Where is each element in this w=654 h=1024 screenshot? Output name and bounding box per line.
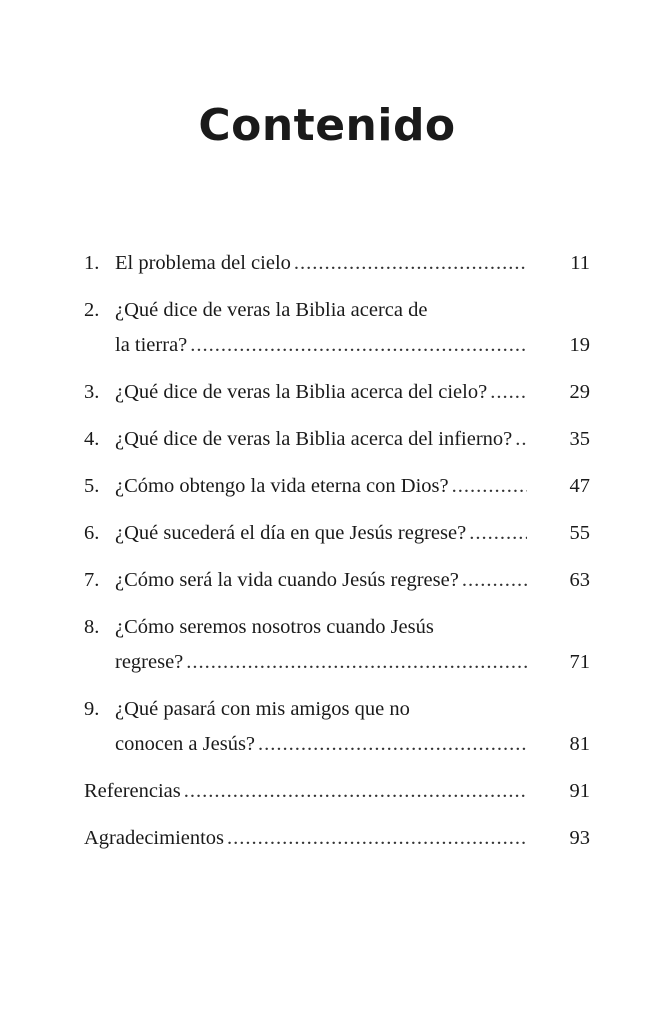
entry-title: Referencias bbox=[84, 780, 181, 802]
dot-leader bbox=[258, 727, 527, 762]
entry-title-line-1: ¿Qué pasará con mis amigos que no bbox=[115, 698, 410, 720]
dot-leader bbox=[190, 328, 527, 363]
entry-title-line-2: la tierra? bbox=[115, 334, 188, 356]
dot-leader bbox=[469, 516, 527, 551]
entry-title-line-1: ¿Cómo seremos nosotros cuando Jesús bbox=[115, 616, 434, 638]
entry-page-number: 93 bbox=[569, 827, 590, 849]
dot-leader bbox=[462, 563, 527, 598]
entry-page-number: 71 bbox=[569, 651, 590, 673]
entry-page-number: 55 bbox=[569, 522, 590, 544]
entry-number: 9. bbox=[84, 698, 100, 720]
toc-entry-7 bbox=[0, 563, 654, 598]
entry-page-number: 63 bbox=[569, 569, 590, 591]
entry-page-number: 91 bbox=[569, 780, 590, 802]
entry-title: ¿Qué dice de veras la Biblia acerca del cielo? bbox=[115, 381, 488, 403]
entry-title: Agradecimientos bbox=[84, 827, 225, 849]
entry-page-number: 11 bbox=[570, 252, 590, 274]
dot-leader bbox=[515, 422, 527, 457]
dot-leader bbox=[227, 821, 527, 856]
entry-title: El problema del cielo bbox=[115, 252, 291, 274]
entry-number: 3. bbox=[84, 381, 100, 403]
toc-entry-references bbox=[0, 774, 654, 809]
entry-number: 5. bbox=[84, 475, 100, 497]
toc-entry-8 bbox=[0, 610, 654, 680]
dot-leader bbox=[490, 375, 527, 410]
entry-page-number: 47 bbox=[569, 475, 590, 497]
entry-title: ¿Qué dice de veras la Biblia acerca del infierno? bbox=[115, 428, 513, 450]
table-of-contents bbox=[0, 246, 654, 868]
page-title: Contenido bbox=[198, 100, 456, 151]
toc-entry-2 bbox=[0, 293, 654, 363]
entry-number: 7. bbox=[84, 569, 100, 591]
entry-page-number: 81 bbox=[569, 733, 590, 755]
entry-title: ¿Cómo será la vida cuando Jesús regrese? bbox=[115, 569, 459, 591]
entry-number: 2. bbox=[84, 299, 100, 321]
toc-entry-4 bbox=[0, 422, 654, 457]
entry-title: ¿Qué sucederá el día en que Jesús regrese? bbox=[115, 522, 467, 544]
dot-leader bbox=[452, 469, 527, 504]
toc-entry-3 bbox=[0, 375, 654, 410]
toc-entry-acknowledgements bbox=[0, 821, 654, 856]
entry-number: 4. bbox=[84, 428, 100, 450]
dot-leader bbox=[294, 246, 527, 281]
entry-page-number: 19 bbox=[569, 334, 590, 356]
toc-entry-1 bbox=[0, 246, 654, 281]
dot-leader bbox=[186, 645, 527, 680]
entry-title-line-2: regrese? bbox=[115, 651, 184, 673]
entry-page-number: 29 bbox=[569, 381, 590, 403]
toc-entry-5 bbox=[0, 469, 654, 504]
entry-number: 8. bbox=[84, 616, 100, 638]
entry-title-line-1: ¿Qué dice de veras la Biblia acerca de bbox=[115, 299, 428, 321]
entry-page-number: 35 bbox=[569, 428, 590, 450]
entry-title-line-2: conocen a Jesús? bbox=[115, 733, 256, 755]
toc-entry-6 bbox=[0, 516, 654, 551]
entry-number: 1. bbox=[84, 252, 100, 274]
entry-title: ¿Cómo obtengo la vida eterna con Dios? bbox=[115, 475, 449, 497]
dot-leader bbox=[184, 774, 527, 809]
entry-number: 6. bbox=[84, 522, 100, 544]
toc-entry-9 bbox=[0, 692, 654, 762]
